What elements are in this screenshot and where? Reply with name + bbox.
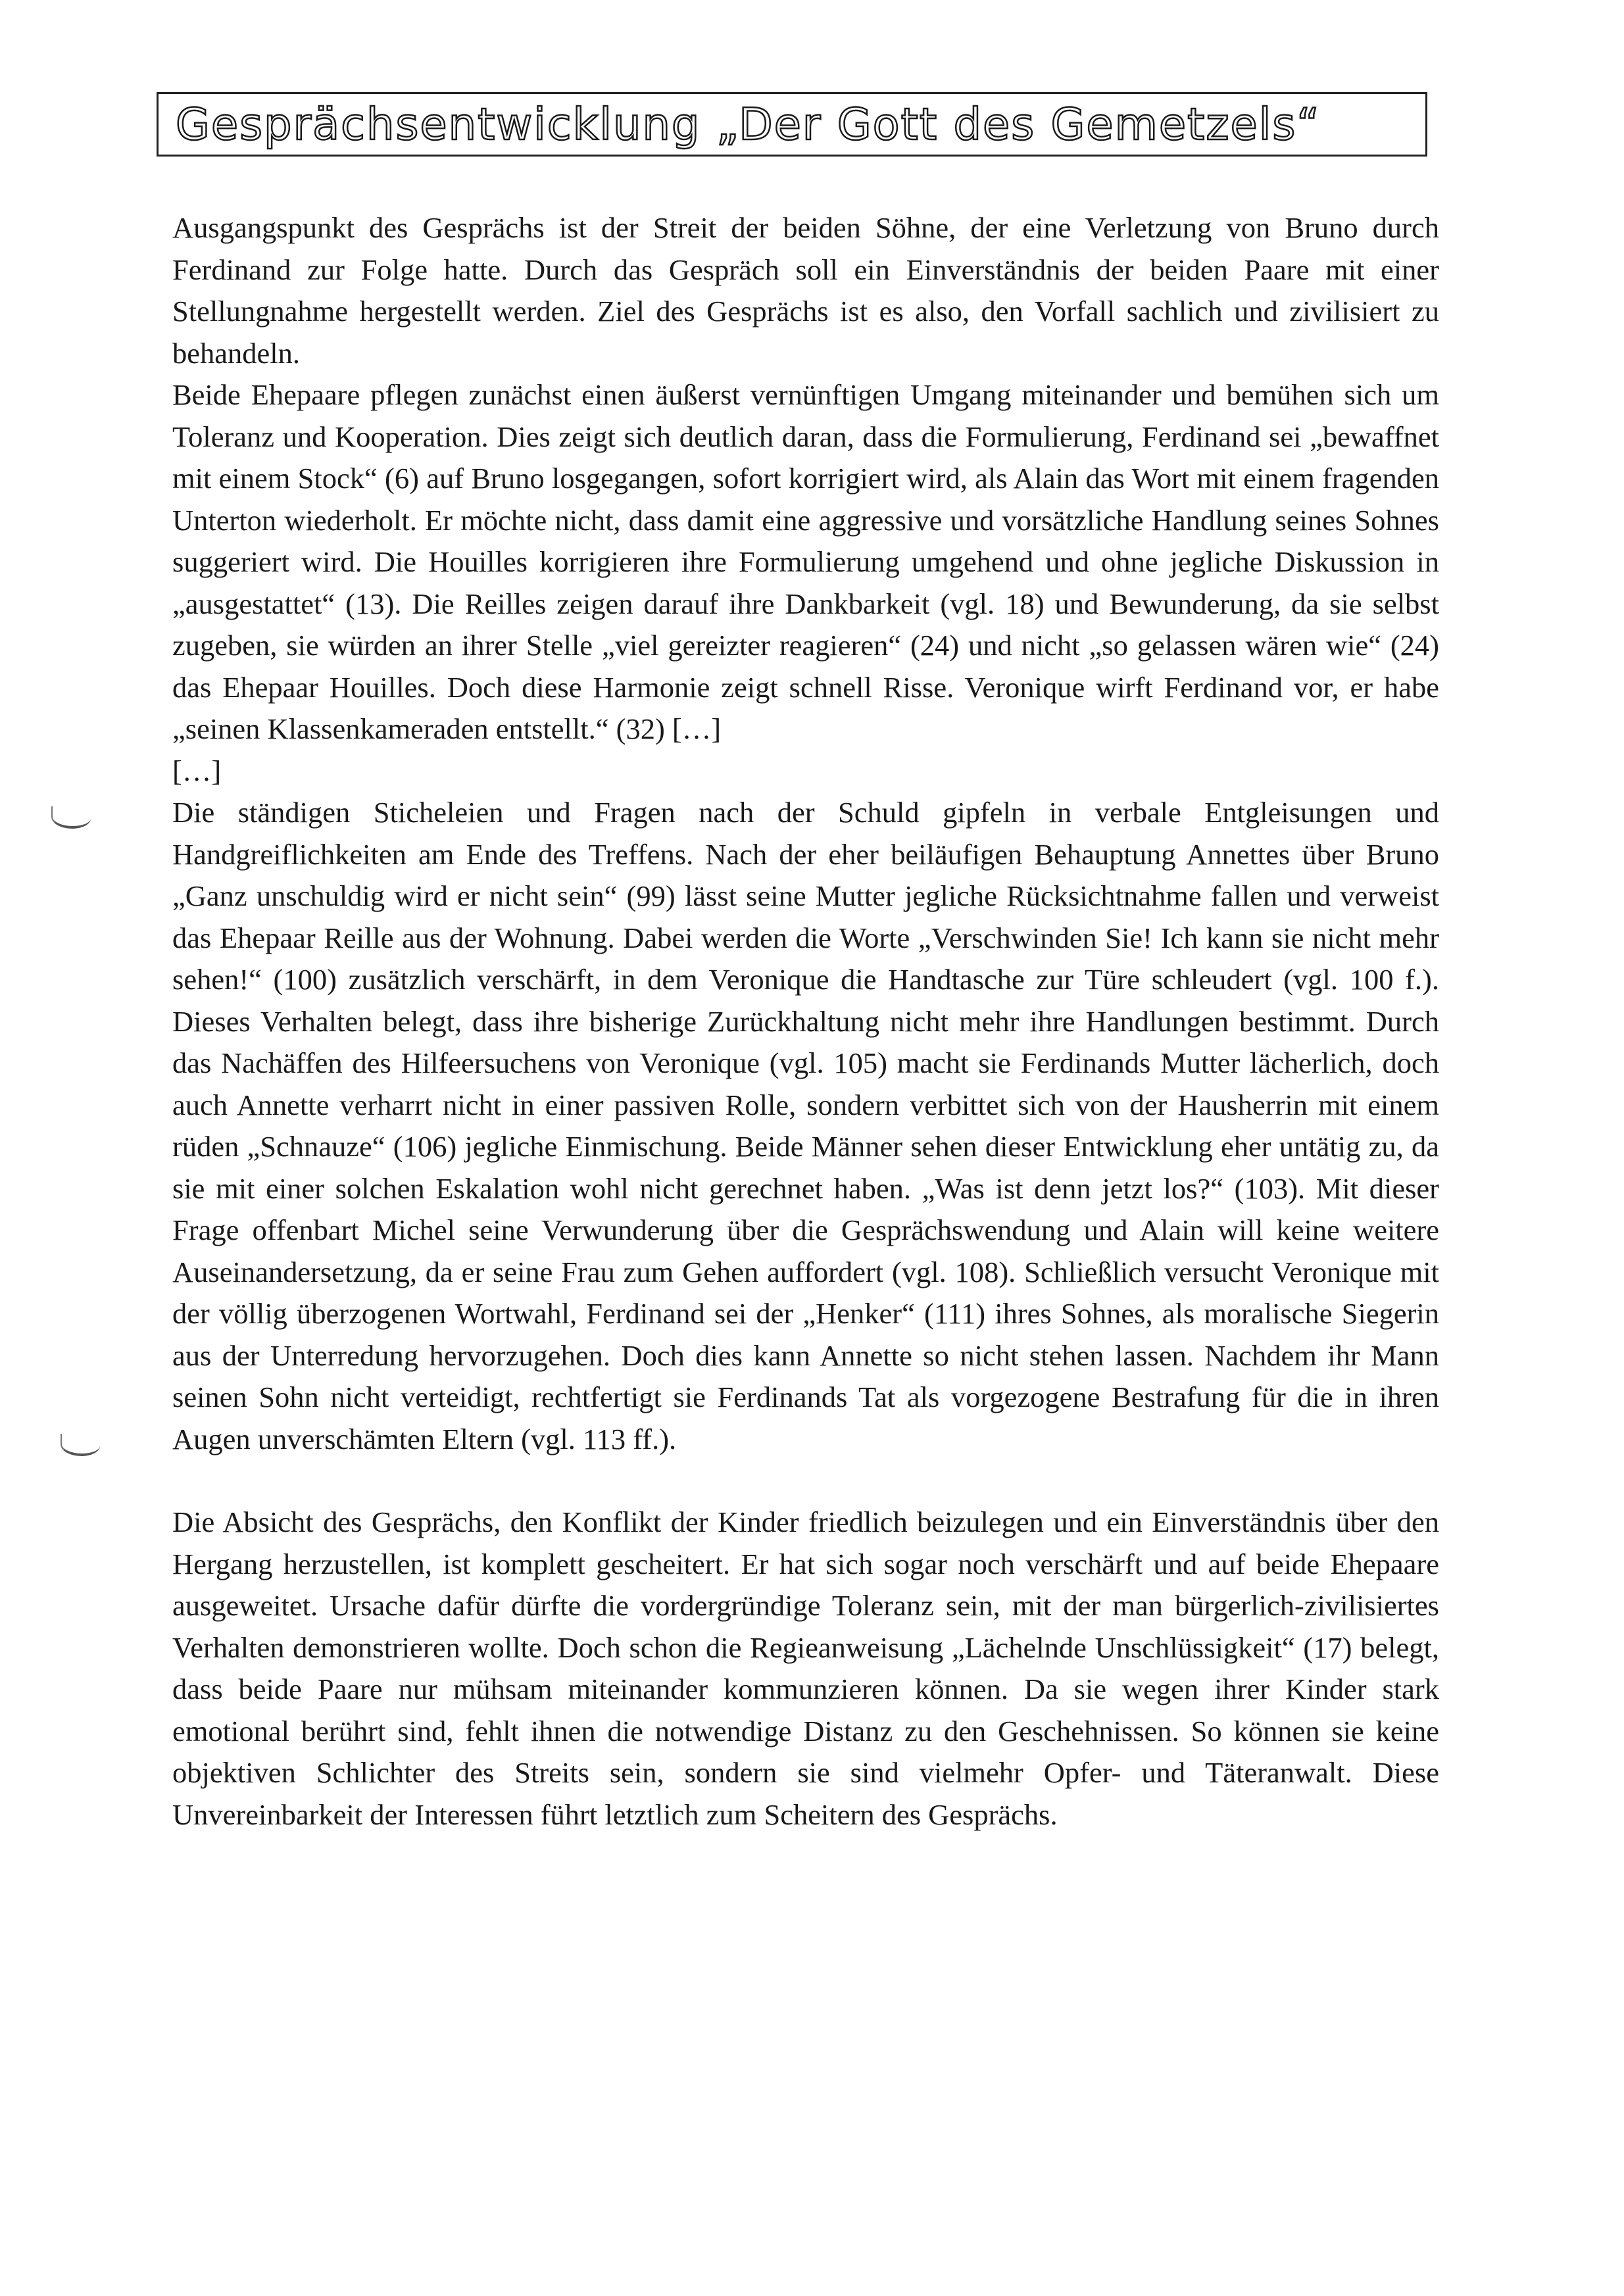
paragraph-harmony: Beide Ehepaare pflegen zunächst einen äußerst vernünftigen Umgang miteinander und bemühen sich um Toleranz und Kooperation. Dies zeigt sich deutlich daran, dass die Formulierung, Ferdinand sei „bewaffnet mit einem Stock“ (6) auf Bruno losgegangen, sofort korrigiert wird, als Alain das Wort mit einem fragenden Unterton wiederholt. Er möchte nicht, dass damit eine aggressive und vorsätzliche Handlung seines Sohnes suggeriert wird. Die Houilles korrigieren ihre Formulierung umgehend und ohne jegliche Diskussion in „ausgestattet“ (13). Die Reilles zeigen darauf ihre Dankbarkeit (vgl. 18) und Bewunderung, da sie selbst zugeben, sie würden an ihrer Stelle „viel gereizter reagieren“ (24) und nicht „so gelassen wären wie“ (24) das Ehepaar Houilles. Doch diese Harmonie zeigt schnell Risse. Veronique wirft Ferdinand vor, er habe „seinen Klassenkameraden entstellt.“ (32) […] [172, 378, 1439, 745]
punch-hole-mark [51, 806, 91, 829]
paragraph-escalation: Die ständigen Sticheleien und Fragen nach der Schuld gipfeln in verbale Entgleisungen und Handgreiflichkeiten am Ende des Treffens. Nach der eher beiläufigen Behauptung Annettes über Bruno „Ganz unschuldig wird er nicht sein“ (99) lässt seine Mutter jegliche Rücksichtnahme fallen und verweist das Ehepaar Reille aus der Wohnung. Dabei werden die Worte „Verschwinden Sie! Ich kann sie nicht mehr sehen!“ (100) zusätzlich verschärft, in dem Veronique die Handtasche zur Türe schleudert (vgl. 100 f.). Dieses Verhalten belegt, dass ihre bisherige Zurückhaltung nicht mehr ihre Handlungen bestimmt. Durch das Nachäffen des Hilfeersuchens von Veronique (vgl. 105) macht sie Ferdinands Mutter lächerlich, doch auch Annette verharrt nicht in einer passiven Rolle, sondern verbittet sich von der Hausherrin mit einem rüden „Schnauze“ (106) jegliche Einmischung. Beide Männer sehen dieser Entwicklung eher untätig zu, da sie mit einer solchen Eskalation wohl nicht gerechnet haben. „Was ist denn jetzt los?“ (103). Mit dieser Frage offenbart Michel seine Verwunderung über die Gesprächswendung und Alain will keine weitere Auseinandersetzung, da er seine Frau zum Gehen auffordert (vgl. 108). Schließlich versucht Veronique mit der völlig überzogenen Wortwahl, Ferdinand sei der „Henker“ (111) ihres Sohnes, als moralische Siegerin aus der Unterredung hervorzugehen. Doch dies kann Annette so nicht stehen lassen. Nachdem ihr Mann seinen Sohn nicht verteidigt, rechtfertigt sie Ferdinands Tat als vorgezogene Bestrafung für die in ihren Augen unverschämten Eltern (vgl. 113 ff.). [172, 796, 1439, 1455]
page-title: Gesprächsentwicklung „Der Gott des Gemetzels“ [176, 98, 1321, 150]
paragraph-intro: Ausgangspunkt des Gesprächs ist der Streit der beiden Söhne, der eine Verletzung von Bruno durch Ferdinand zur Folge hatte. Durch das Gespräch soll ein Einverständnis der beiden Paare mit einer Stellungnahme hergestellt werden. Ziel des Gesprächs ist es also, den Vorfall sachlich und zivilisiert zu behandeln. [172, 211, 1439, 370]
paragraph-conclusion: Die Absicht des Gesprächs, den Konflikt der Kinder friedlich beizulegen und ein Einverständnis über den Hergang herzustellen, ist komplett gescheitert. Er hat sich sogar noch verschärft und auf beide Ehepaare ausgeweitet. Ursache dafür dürfte die vordergründige Toleranz sein, mit der man bürgerlich-zivilisiertes Verhalten demonstrieren wollte. Doch schon die Regieanweisung „Lächelnde Unschlüssigkeit“ (17) belegt, dass beide Paare nur mühsam miteinander kommunzieren können. Da sie wegen ihrer Kinder stark emotional berührt sind, fehlt ihnen die notwendige Distanz zu den Geschehnissen. So können sie keine objektiven Schlichter des Streits sein, sondern sie sind vielmehr Opfer- und Täteranwalt. Diese Unvereinbarkeit der Interessen führt letztlich zum Scheitern des Gesprächs. [172, 1505, 1439, 1831]
body-text [172, 207, 1439, 1836]
punch-hole-mark [61, 1434, 100, 1456]
paragraph-ellipsis: […] [172, 754, 222, 787]
title-box [157, 92, 1427, 157]
